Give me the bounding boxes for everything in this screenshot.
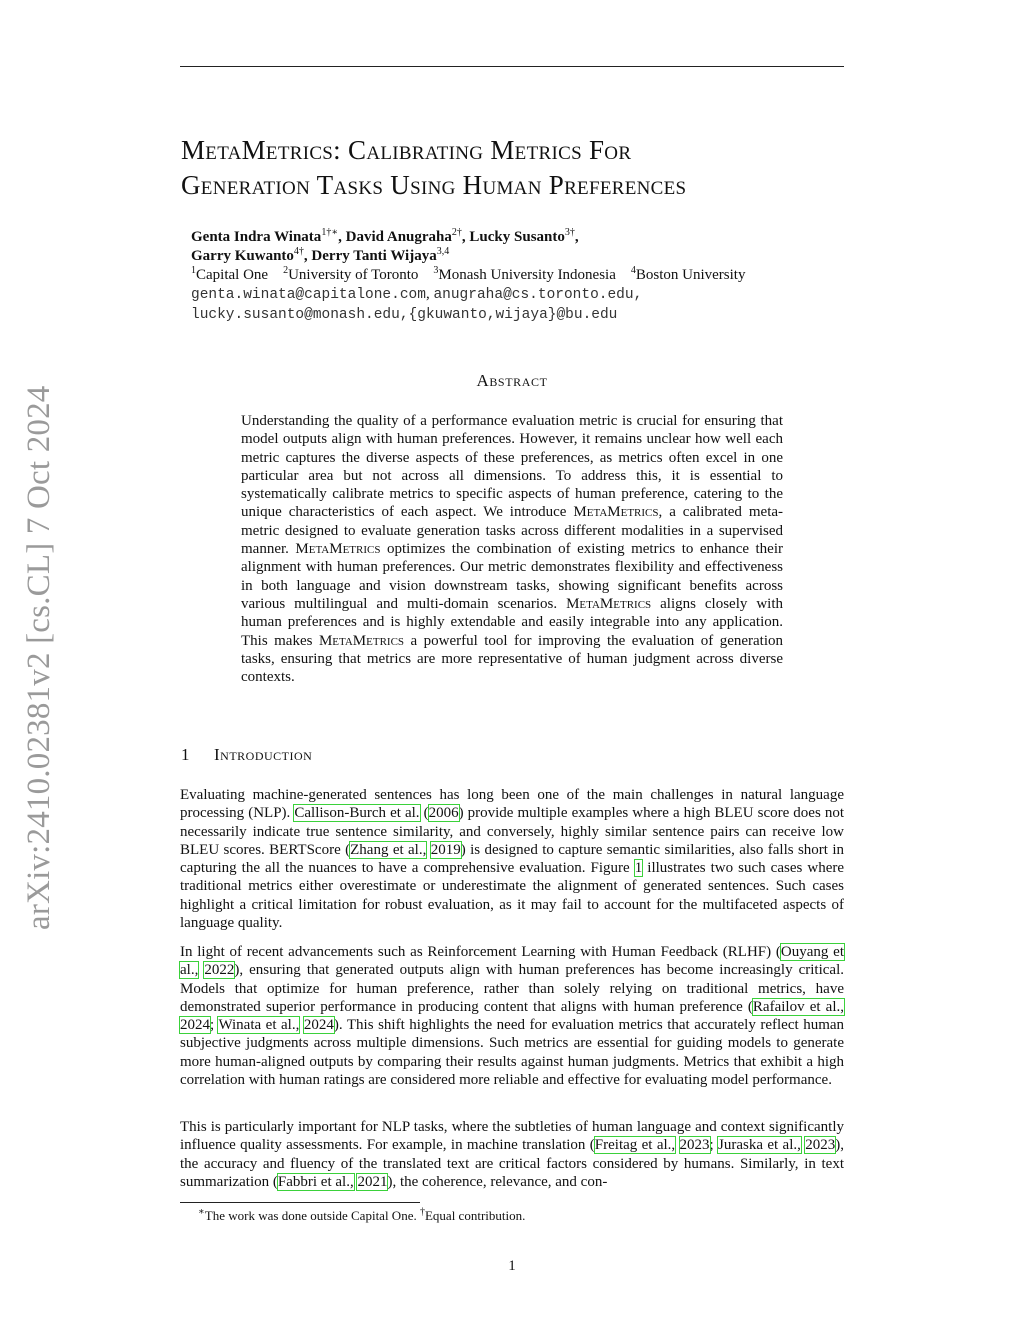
method-name: MetaMetrics	[566, 595, 652, 612]
paragraph-text: ) provide multiple examples where a high BLEU score does not necessarily indicate true sentence similarity, and conversely, highly similar sentence pairs can receive low BLEU scores. BERTScore (	[180, 805, 845, 858]
citation-year-link[interactable]: 2019	[430, 841, 461, 858]
section-heading	[181, 745, 312, 765]
footnote	[198, 1208, 525, 1224]
citation-year-link[interactable]: 2006	[428, 805, 459, 822]
arxiv-identifier[interactable]: arXiv:2410.02381v2 [cs.CL] 7 Oct 2024	[21, 385, 57, 930]
paragraph-text: ), the accuracy and fluency of the translated text are critical factors considered by humans. Similarly, in text summarization (	[180, 1137, 844, 1190]
paragraph-text: This is particularly important for NLP tasks, where the subtleties of human language and context significantly influence quality assessments. For example, in machine translation (	[180, 1119, 844, 1154]
paragraph-text: illustrates two such cases where traditional metrics either overestimate or underestimate the alignment of generated sentences. Such cases highlight a critical limitation for robust evaluation, as it may fail to account for the multifaceted aspects of language quality.	[180, 860, 845, 932]
affiliation: University of Toronto	[288, 267, 419, 283]
email-address[interactable]: genta.winata@capitalone.com	[191, 287, 426, 303]
email-line-1: genta.winata@capitalone.com, anugraha@cs.toronto.edu,	[191, 286, 643, 303]
paragraph-text: (	[423, 805, 429, 822]
abstract-sentence: optimizes the combination of existing metrics to enhance their alignment with human preferences. Our metric demonstrates flexibility and effectiveness in both language and vision downstream tasks, showing significant benefits across various multilingual and multi-domain scenarios.	[241, 541, 784, 612]
author-affiliation-mark: 1†∗	[321, 227, 339, 238]
affiliation-mark: 2	[283, 265, 289, 276]
footnote-mark: ∗	[198, 1206, 205, 1218]
title-line-2: Generation Tasks Using Human Preferences	[181, 170, 687, 200]
affiliation-mark: 3	[433, 265, 439, 276]
author-name: Genta Indra Winata	[191, 229, 322, 245]
author-line-2: Garry Kuwanto$^{4\dagger}$, Derry Tanti Wijaya$^{3,4}$	[191, 246, 450, 264]
intro-paragraph-1	[180, 786, 844, 932]
affiliation-mark: 1	[191, 265, 196, 276]
affiliations	[191, 266, 851, 285]
abstract-sentence: a powerful tool for improving the evaluation of generation tasks, ensuring that metrics are more representative of human judgment across diverse contexts.	[241, 632, 784, 686]
intro-paragraph-2	[180, 943, 844, 1089]
author-name: Derry Tanti Wijaya	[311, 248, 437, 264]
author-affiliation-mark: 3,4	[436, 246, 450, 257]
abstract-text	[241, 412, 783, 686]
citation-year-link[interactable]: 2023	[805, 1137, 836, 1154]
footnote-rule	[180, 1202, 420, 1203]
author-affiliation-mark: 2†	[451, 227, 462, 238]
author-name: David Anugraha	[345, 229, 452, 245]
citation-year-link[interactable]: 2023	[679, 1137, 710, 1154]
paragraph-text: ). This shift highlights the need for evaluation metrics that accurately reflect human subjective judgments across multiple dimensions. Such metrics are essential for guiding models to generate more human-aligned outputs by comparing their results against human judgments. Metrics that exhibit a high correlation with human ratings are considered more reliable and effective for evaluating model performance.	[180, 1017, 845, 1089]
citation-link[interactable]: Rafailov et al.,	[752, 998, 844, 1015]
footnote-mark: †	[419, 1206, 425, 1218]
email-line-2	[191, 305, 851, 325]
method-name: MetaMetrics	[318, 632, 405, 649]
citation-link[interactable]: Freitag et al.,	[594, 1137, 676, 1154]
citation-link[interactable]: Juraska et al.,	[718, 1137, 801, 1154]
method-name: MetaMetrics	[573, 504, 659, 521]
citation-link[interactable]: Fabbri et al.,	[277, 1173, 354, 1190]
abstract-sentence: aligns closely with human preferences and is highly extendable and easily integrable into any application. This makes	[241, 595, 783, 649]
citation-year-link[interactable]: 2021	[357, 1173, 388, 1190]
section-number: 1	[181, 745, 190, 764]
author-name: Garry Kuwanto	[191, 248, 294, 264]
paragraph-text: ) is designed to capture semantic similarities, also falls short in capturing the all the nuances to have a comprehensive evaluation. Figure	[180, 841, 845, 877]
email-address[interactable]: {gkuwanto,wijaya}@bu.edu	[408, 307, 618, 323]
footnote-text: Equal contribution.	[424, 1208, 526, 1223]
footnote-text: The work was done outside Capital One.	[204, 1208, 417, 1223]
citation-link[interactable]: Winata et al.,	[218, 1017, 300, 1034]
paragraph-text: ), ensuring that generated outputs align with human preferences has become increasingly critical. Models that optimize for human preference, rather than solely relying on traditional metrics, have demonstrated superior performance in producing content that aligns with human preference (	[180, 962, 844, 1015]
author-affiliation-mark: 4†	[293, 246, 304, 257]
paragraph-text: Evaluating machine-generated sentences has long been one of the main challenges in natural language processing (NLP).	[180, 787, 844, 822]
citation-separator: ;	[210, 1017, 215, 1034]
paragraph-text: In light of recent advancements such as Reinforcement Learning with Human Feedback (RLHF) (	[180, 944, 781, 960]
title-line-1: MetaMetrics: Calibrating Metrics For	[181, 135, 632, 165]
abstract-sentence: Understanding the quality of a performance evaluation metric is crucial for ensuring that model outputs align with human preferences. However, it remains unclear how well each metric captures the diverse aspects of these preferences, as metrics often excel in one particular area but not across all dimensions. To address this, it is essential to systematically calibrate metrics to specific aspects of human preference, catering to the unique characteristics of each aspect. We introduce	[241, 413, 783, 521]
email-address[interactable]: anugraha@cs.toronto.edu,	[433, 287, 643, 303]
paragraph-text: ), the coherence, relevance, and con-	[387, 1173, 608, 1190]
author-line-1: Genta Indra Winata$^{1\dagger∗}$, David Anugraha$^{2\dagger}$, Lucky Susanto$^{3\dagger}$,	[191, 227, 579, 245]
affiliation: Monash University Indonesia	[438, 267, 616, 283]
citation-link[interactable]: Zhang et al.,	[350, 841, 427, 858]
page-number: 1	[508, 1258, 516, 1274]
figure-reference-link[interactable]: 1	[634, 860, 643, 877]
author-block	[191, 228, 851, 325]
citation-link[interactable]: Ouyang et al.,	[180, 944, 844, 979]
method-name: MetaMetrics	[295, 541, 381, 558]
author-affiliation-mark: 3†	[564, 227, 575, 238]
citation-link[interactable]: Callison-Burch et al.	[294, 805, 420, 822]
affiliation: Boston University	[635, 267, 746, 283]
abstract-heading: Abstract	[476, 371, 548, 390]
section-title: Introduction	[214, 745, 313, 764]
affiliation: Capital One	[196, 267, 269, 283]
paper-title	[181, 133, 881, 203]
affiliation-mark: 4	[630, 265, 636, 276]
email-address[interactable]: lucky.susanto@monash.edu,	[191, 307, 409, 323]
abstract-sentence: , a calibrated meta-metric designed to evaluate generation tasks across different modalities in a supervised manner.	[241, 504, 784, 558]
citation-year-link[interactable]: 2024	[180, 1017, 210, 1034]
intro-paragraph-3	[180, 1118, 844, 1191]
citation-separator: ;	[709, 1137, 714, 1154]
author-name: Lucky Susanto	[469, 229, 565, 245]
header-rule	[180, 66, 844, 67]
citation-year-link[interactable]: 2022	[204, 962, 235, 979]
citation-year-link[interactable]: 2024	[303, 1017, 334, 1034]
